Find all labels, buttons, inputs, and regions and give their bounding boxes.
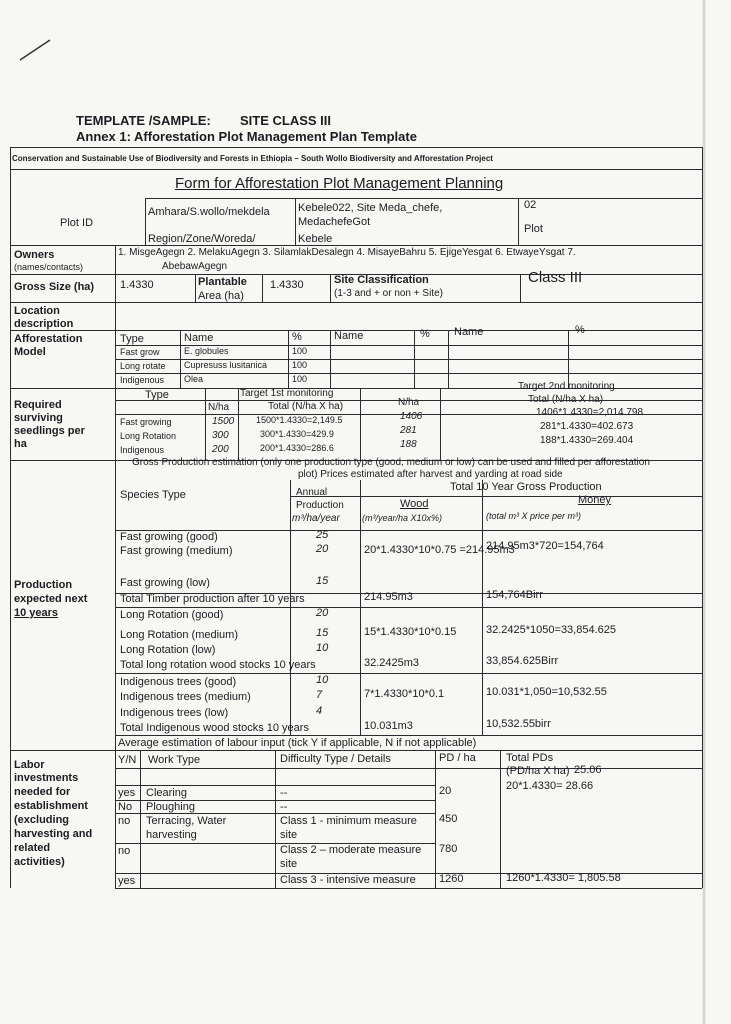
production-row-label: Fast growing (medium) [120, 545, 233, 557]
labor-total-clearing: 20*1.4330= 28.66 [506, 780, 594, 792]
labor-header-pd: PD / ha [439, 752, 476, 764]
production-note: Gross Production estimation (only one production type (good, medium or low) can be used and filled per afforestation [132, 457, 650, 468]
rule [360, 389, 361, 461]
rule [330, 274, 331, 302]
rule [115, 785, 435, 786]
seedling-total: 1500*1.4330=2,149.5 [256, 415, 343, 425]
production-money: 10.031*1,050=10,532.55 [486, 686, 607, 698]
production-annual: 15 [316, 575, 329, 587]
seedling-total: 200*1.4330=286.6 [260, 443, 334, 453]
rule [290, 496, 702, 497]
seedlings-label: Required [14, 399, 62, 411]
labor-difficulty: -- [280, 801, 288, 813]
rule [288, 330, 289, 388]
site-class-label: Site Classification [334, 274, 429, 286]
production-row-label: Long Rotation (medium) [120, 629, 239, 641]
rule [115, 673, 702, 674]
rule [115, 768, 702, 769]
production-annual: 25 [316, 529, 329, 541]
owners-list: 1. MisgeAgegn 2. MelakuAgegn 3. SilamlakDesalegn 4. MisayeBahru 5. EjigeYesgat 6. EtwayeYsgat 7. [118, 247, 576, 258]
model-type: Long rotate [120, 361, 166, 371]
labor-total: 1260*1.4330= 1,805.58 [506, 872, 621, 884]
model-header-name: Name [184, 332, 214, 344]
rule [568, 330, 569, 388]
site-class-title: SITE CLASS III [240, 113, 332, 128]
labor-difficulty: Class 2 – moderate measure [280, 844, 422, 856]
rule [115, 373, 702, 374]
rule [500, 750, 501, 888]
plantable-label-2: Area (ha) [198, 290, 244, 302]
production-wood: 214.95m3 [364, 591, 413, 603]
labor-pd: 1260 [439, 873, 464, 885]
gross-size-value: 1.4330 [120, 279, 154, 291]
labor-work: Ploughing [146, 801, 195, 813]
seedlings-type-header: Type [145, 389, 169, 401]
labor-work-2: harvesting [146, 829, 197, 841]
seedling-type: Indigenous [120, 445, 165, 455]
production-annual: 4 [316, 705, 323, 717]
wood-header: Wood [400, 498, 429, 510]
production-row-label: Indigenous trees (medium) [120, 691, 251, 703]
rule [115, 888, 702, 889]
labor-header-total: Total PDs [506, 752, 554, 764]
money-header: Money [578, 494, 612, 506]
production-money: 32.2425*1050=33,854.625 [486, 624, 616, 636]
production-row-label: Indigenous trees (low) [120, 707, 229, 719]
pen-mark [20, 40, 50, 60]
rule [140, 750, 141, 888]
seedling-nha-2: 281 [400, 425, 417, 436]
production-wood: 7*1.4330*10*0.1 [364, 688, 445, 700]
production-annual: 10 [316, 642, 329, 654]
model-label-2: Model [14, 346, 46, 358]
rule [275, 750, 276, 888]
rule [440, 389, 441, 461]
seedling-total-2: 281*1.4330=402.673 [540, 421, 634, 432]
target1-header: Target 1st monitoring [240, 388, 334, 399]
seedling-nha-2: 1406 [400, 411, 423, 422]
labor-header-difficulty: Difficulty Type / Details [280, 753, 391, 765]
owners-list-2: AbebawAgegn [162, 261, 228, 272]
total-header: Total (N/ha X ha) [268, 401, 344, 412]
rule [10, 147, 11, 888]
seedling-total-2: 188*1.4330=269.404 [540, 435, 634, 446]
production-wood: 15*1.4330*10*0.15 [364, 626, 457, 638]
rule [115, 735, 702, 736]
rule [295, 198, 296, 246]
template-label: TEMPLATE /SAMPLE: [76, 113, 211, 128]
plot-number: 02 [524, 199, 537, 211]
labor-label-3: needed for [14, 786, 71, 798]
rule [330, 330, 331, 388]
owners-label: Owners [14, 249, 55, 261]
production-label: Production [14, 579, 73, 591]
site-class-value: Class III [528, 269, 583, 286]
labor-label-5: (excluding [14, 814, 70, 826]
location-label-2: description [14, 318, 74, 330]
labor-label-4: establishment [14, 800, 88, 812]
model-type: Indigenous [120, 375, 165, 385]
wood-sub: (m³/year/ha X10x%) [362, 513, 443, 523]
labor-yn: yes [118, 787, 136, 799]
production-wood: 20*1.4330*10*0.75 =214.95m3 [364, 544, 515, 556]
seedlings-label-4: ha [14, 438, 27, 450]
rule [435, 750, 436, 888]
rule [518, 198, 519, 246]
rule [238, 389, 239, 461]
labor-pd: 780 [439, 843, 458, 855]
production-row-label: Indigenous trees (good) [120, 676, 237, 688]
seedling-total: 300*1.4330=429.9 [260, 429, 334, 439]
location-label: Location [14, 305, 60, 317]
production-row-label: Long Rotation (low) [120, 644, 216, 656]
target2-header: Target 2nd monitoring [518, 381, 615, 392]
rule [10, 245, 702, 246]
seedling-type: Long Rotation [120, 431, 177, 441]
gross-size-label: Gross Size (ha) [14, 281, 95, 293]
rule [145, 198, 146, 246]
labor-note: Average estimation of labour input (tick Y if applicable, N if not applicable) [118, 737, 477, 749]
labor-header-work: Work Type [148, 754, 201, 766]
kebele-value-2: MedachefeGot [298, 216, 371, 228]
plantable-label: Plantable [198, 276, 247, 288]
production-label-2: expected next [14, 593, 88, 605]
annual-header-3: m³/ha/year [292, 513, 340, 524]
rule [195, 274, 196, 302]
production-note-2: plot) Prices estimated after harvest and yarding at road side [298, 469, 563, 480]
rule [10, 302, 702, 303]
labor-pd: 20 [439, 785, 452, 797]
labor-yn: no [118, 815, 131, 827]
rule [10, 169, 702, 170]
labor-work: Clearing [146, 787, 187, 799]
nha-header-2: N/ha [398, 397, 420, 408]
production-label-3: 10 years [14, 607, 59, 619]
production-wood: 32.2425m3 [364, 657, 420, 669]
labor-label: Labor [14, 759, 45, 771]
plot-caption: Plot [524, 223, 543, 235]
seedling-total-2: 1406*1.4330=2,014.798 [536, 407, 644, 418]
rule [262, 274, 263, 302]
kebele-caption: Kebele [298, 233, 333, 245]
labor-yn: no [118, 845, 131, 857]
model-type: Fast grow [120, 347, 160, 357]
production-row-label: Total Indigenous wood stocks 10 years [120, 722, 309, 734]
form-title: Form for Afforestation Plot Management Planning [175, 175, 504, 192]
model-label: Afforestation [14, 333, 83, 345]
labor-header-total-value: 25.06 [574, 764, 602, 776]
model-pct: 100 [292, 374, 308, 384]
region-caption: Region/Zone/Woreda/ [148, 233, 256, 245]
seedling-nha: 200 [212, 444, 229, 455]
rule [520, 274, 521, 302]
seedling-type: Fast growing [120, 417, 172, 427]
rule [482, 480, 483, 736]
rule [10, 147, 702, 148]
plot-id-label: Plot ID [60, 217, 94, 229]
total-header-2: Total (N/ha X ha) [528, 394, 604, 405]
labor-difficulty: Class 3 - intensive measure [280, 874, 416, 886]
production-money: 10,532.55birr [486, 718, 551, 730]
annual-header: Annual [296, 487, 328, 498]
rule [702, 147, 703, 888]
plantable-value: 1.4330 [270, 279, 304, 291]
rule [290, 480, 291, 736]
money-sub: (total m³ X price per m³) [486, 511, 582, 521]
labor-difficulty: Class 1 - minimum measure [280, 815, 417, 827]
production-row-label: Total Timber production after 10 years [120, 593, 305, 605]
production-annual: 20 [316, 543, 329, 555]
production-row-label: Long Rotation (good) [120, 609, 224, 621]
model-pct: 100 [292, 360, 308, 370]
rule [448, 330, 449, 388]
rule [205, 389, 206, 461]
production-annual: 10 [316, 674, 329, 686]
production-annual: 7 [316, 689, 323, 701]
seedlings-label-3: seedlings per [14, 425, 85, 437]
seedling-nha: 300 [212, 430, 229, 441]
owners-sublabel: (names/contacts) [14, 262, 84, 272]
labor-label-6: harvesting and [14, 828, 93, 840]
labor-work: Terracing, Water [146, 815, 227, 827]
seedling-nha-2: 188 [400, 439, 417, 450]
seedling-nha: 1500 [212, 416, 235, 427]
rule [115, 400, 702, 401]
labor-header-yn: Y/N [118, 754, 137, 766]
labor-difficulty-2: site [280, 829, 298, 841]
model-pct: 100 [292, 346, 308, 356]
production-annual: 15 [316, 627, 329, 639]
annual-header-2: Production [296, 500, 344, 511]
annex-title: Annex 1: Afforestation Plot Management Plan Template [76, 129, 417, 144]
model-header-pct-3: % [575, 324, 585, 336]
labor-label-8: activities) [14, 856, 65, 868]
labor-difficulty-2: site [280, 858, 298, 870]
labor-pd: 450 [439, 813, 458, 825]
production-total-header: Total 10 Year Gross Production [450, 481, 602, 493]
production-wood: 10.031m3 [364, 720, 413, 732]
rule [360, 480, 361, 736]
seedlings-label-2: surviving [14, 412, 63, 424]
rule [414, 330, 415, 388]
production-row-label: Fast growing (good) [120, 531, 218, 543]
model-header-name-2: Name [334, 330, 364, 342]
model-header-name-3: Name [454, 326, 484, 338]
labor-label-2: investments [14, 772, 79, 784]
labor-label-7: related [14, 842, 51, 854]
rule [180, 330, 181, 388]
kebele-value: Kebele022, Site Meda_chefe, [298, 202, 443, 214]
species-header: Species Type [120, 489, 186, 501]
labor-yn: yes [118, 875, 136, 887]
production-annual: 20 [316, 607, 329, 619]
project-title: Conservation and Sustainable Use of Biodiversity and Forests in Ethiopia – South Wollo Biodiversity and Afforestation Project [12, 154, 493, 163]
labor-difficulty: -- [280, 787, 288, 799]
site-class-hint: (1-3 and + or non + Site) [334, 288, 443, 299]
model-species: Olea [184, 374, 204, 384]
rule [115, 246, 116, 888]
rule [10, 750, 702, 751]
model-header-pct-2: % [420, 328, 430, 340]
model-header-type: Type [120, 333, 144, 345]
labor-yn: No [118, 801, 133, 813]
rule [145, 198, 702, 199]
model-species: E. globules [184, 346, 229, 356]
production-money: 214.95m3*720=154,764 [486, 540, 604, 552]
model-species: Cupresuss lusitanica [184, 360, 268, 370]
model-header-pct: % [292, 331, 302, 343]
production-row-label: Total long rotation wood stocks 10 years [120, 659, 316, 671]
production-row-label: Fast growing (low) [120, 577, 210, 589]
production-money: 154,764Birr [486, 589, 543, 601]
production-money: 33,854.625Birr [486, 655, 559, 667]
nha-header: N/ha [208, 402, 230, 413]
rule [115, 607, 702, 608]
rule [115, 813, 435, 814]
labor-header-total-sub: (PD/ha X ha) [506, 765, 570, 777]
region-value: Amhara/S.wollo/mekdela [148, 206, 270, 218]
